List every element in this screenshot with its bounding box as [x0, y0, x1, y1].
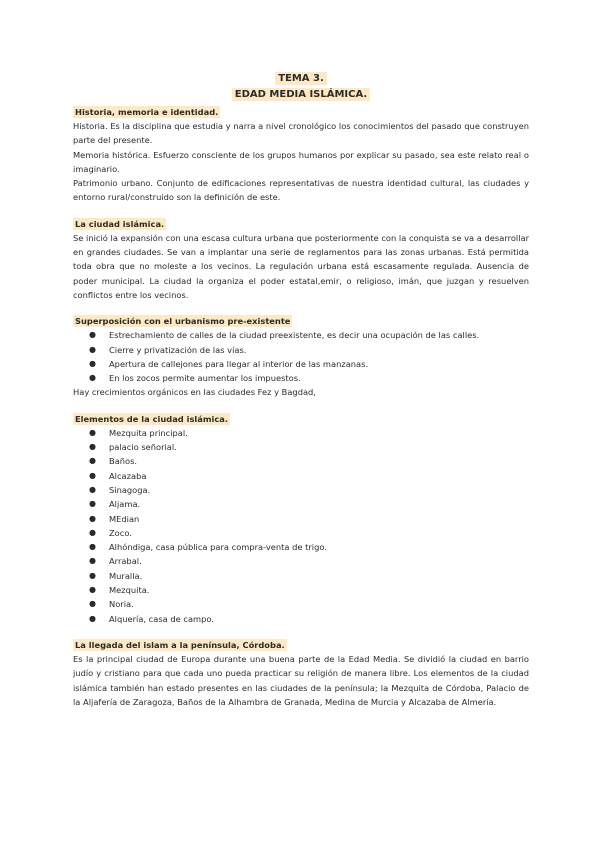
section-heading-elementos: Elementos de la ciudad islámica. [75, 413, 229, 424]
title-line-2: EDAD MEDIA ISLÁMICA. [232, 88, 370, 101]
list-item: ● Sinagoga. [73, 483, 529, 497]
document-title [73, 71, 529, 102]
bullet-icon: ● [89, 585, 96, 595]
bullet-icon: ● [89, 613, 96, 623]
title-line-1: TEMA 3. [275, 72, 327, 85]
document-body [73, 71, 529, 709]
section-heading-ciudad: La ciudad islámica. [75, 218, 165, 229]
list-item: ● Baños. [73, 454, 529, 468]
bullet-icon: ● [89, 344, 96, 354]
list-item: ● palacio señorial. [73, 440, 529, 454]
list-item: ● Cierre y privatización de las vías. [73, 343, 529, 357]
list-item: ● Alquería, casa de campo. [73, 612, 529, 626]
paragraph-historia: Historia. Es la disciplina que estudia y narra a nivel cronológico los conocimientos del pasado que construyen parte del presente. [73, 121, 529, 146]
bullet-icon: ● [89, 513, 96, 523]
bullet-icon: ● [89, 599, 96, 609]
bullet-icon: ● [89, 427, 96, 437]
bullet-icon: ● [89, 527, 96, 537]
paragraph-cordoba: Es la principal ciudad de Europa durante una buena parte de la Edad Media. Se dividió la ciudad en barrio judío y cristiano para que cada uno pueda practicar su religión de manera libre. Los elementos de la ciudad islámica también han estado presentes en las ciudades de la península; la Mezquita de Córdoba, Palacio de la Aljafería de Zaragoza, Baños de la Alhambra de Granada, Medina de Murcia y Alcazaba de Almería. [73, 653, 529, 707]
bullet-icon: ● [89, 358, 96, 368]
list-item: ● Alcazaba [73, 469, 529, 483]
list-item: ● Mezquita principal. [73, 426, 529, 440]
bullet-icon: ● [89, 330, 96, 340]
bullet-icon: ● [89, 542, 96, 552]
bullet-icon: ● [89, 373, 96, 383]
paragraph-patrimonio: Patrimonio urbano. Conjunto de edificaciones representativas de nuestra identidad cultural, las ciudades y entorno rural/construido son la definición de este. [73, 178, 529, 203]
list-item: ● Noria. [73, 597, 529, 611]
list-item: ● Apertura de callejones para llegar al interior de las manzanas. [73, 357, 529, 371]
bullet-icon: ● [89, 456, 96, 466]
list-item: ● Aljama. [73, 497, 529, 511]
list-item: ● En los zocos permite aumentar los impuestos. [73, 371, 529, 385]
bullet-icon: ● [89, 470, 96, 480]
paragraph-ciudad: Se inició la expansión con una escasa cultura urbana que posteriormente con la conquista se va a desarrollar en grandes ciudades. Se van a implantar una serie de reglamentos para las zonas urbanas. Está permitida toda obra que no moleste a los vecinos. La regulación urbana está escasamente regulada. Ausencia de poder municipal. La ciudad la organiza el poder estatal,emir, o religioso, imán, que juzgan y resuelven conflictos entre los vecinos. [73, 232, 529, 300]
bullet-icon: ● [89, 499, 96, 509]
list-item: ● MEdian [73, 512, 529, 526]
section-heading-superposicion: Superposición con el urbanismo pre-existente [75, 316, 291, 327]
section-heading-llegada: La llegada del islam a la península, Córdoba. [75, 639, 285, 650]
section-heading-historia: Historia, memoria e identidad. [75, 107, 219, 117]
bullet-icon: ● [89, 570, 96, 580]
paragraph-memoria: Memoria histórica. Esfuerzo consciente de los grupos humanos por explicar su pasado, sea este relato real o imaginario. [73, 149, 529, 174]
list-item: ● Muralla. [73, 569, 529, 583]
list-item: ● Estrechamiento de calles de la ciudad preexistente, es decir una ocupación de las calles. [73, 328, 529, 342]
paragraph-crecimientos: Hay crecimientos orgánicos en las ciudades Fez y Bagdad, [73, 387, 316, 398]
list-item: ● Alhóndiga, casa pública para compra-venta de trigo. [73, 540, 529, 554]
list-item: ● Arrabal. [73, 554, 529, 568]
list-elementos [73, 426, 529, 626]
list-item: ● Zoco. [73, 526, 529, 540]
list-item: ● Mezquita. [73, 583, 529, 597]
bullet-icon: ● [89, 442, 96, 452]
bullet-icon: ● [89, 556, 96, 566]
list-superposicion [73, 328, 529, 385]
bullet-icon: ● [89, 484, 96, 494]
